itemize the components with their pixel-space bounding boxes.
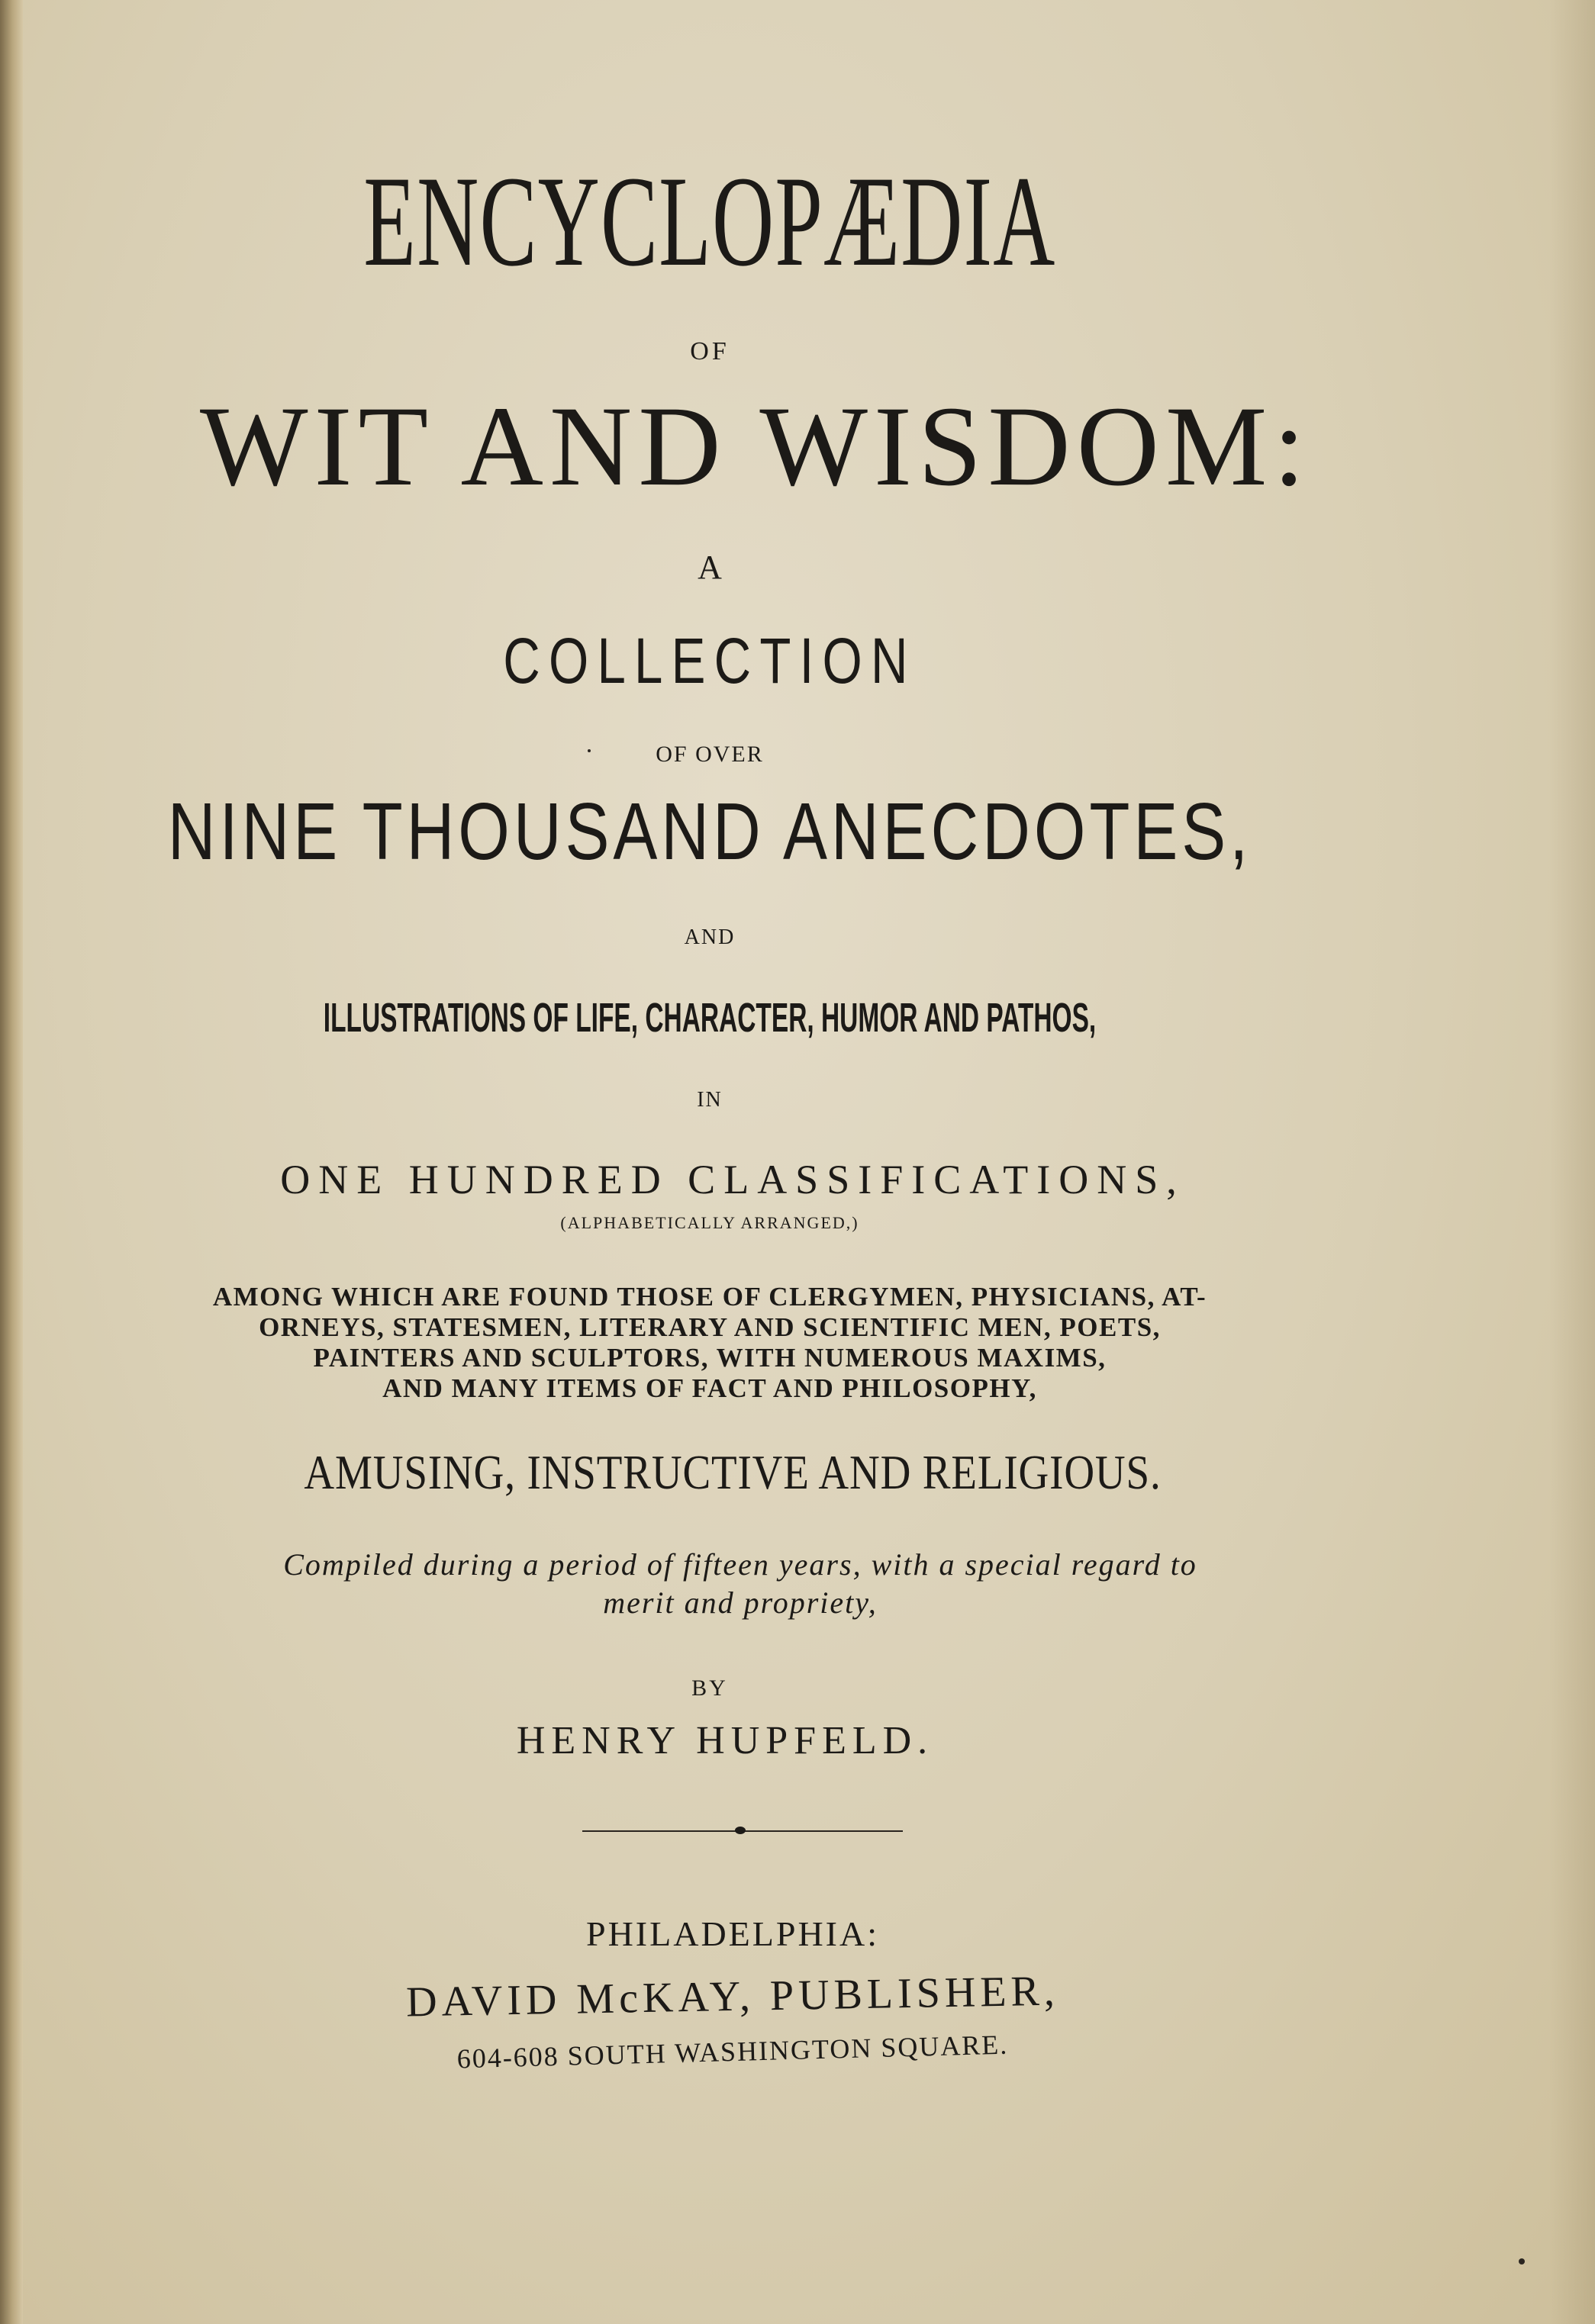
subtitle-and: AND: [684, 925, 736, 949]
imprint-address: 604-608 SOUTH WASHINGTON SQUARE.: [456, 2029, 1009, 2075]
subtitle-alphabetically: (ALPHABETICALLY ARRANGED,): [560, 1213, 859, 1232]
among-line: AMONG WHICH ARE FOUND THOSE OF CLERGYMEN, PHYSICIANS, AT-: [212, 1282, 1207, 1312]
paper-speck: [1519, 2258, 1525, 2264]
subtitle-one-hundred: ONE HUNDRED CLASSIFICATIONS,: [280, 1157, 1185, 1202]
page-edge-shadow: [1549, 0, 1595, 2324]
compiled-paragraph: [53, 1546, 1427, 1622]
subtitle-in: IN: [697, 1088, 723, 1112]
among-line: AND MANY ITEMS OF FACT AND PHILOSOPHY,: [382, 1373, 1037, 1403]
imprint-city: PHILADELPHIA:: [586, 1914, 879, 1953]
among-paragraph: [23, 1282, 1397, 1404]
title-page: [23, 0, 1595, 2324]
by-line: BY: [691, 1675, 728, 1701]
book-binding-edge: [0, 0, 23, 2324]
title-wit-and-wisdom: WIT AND WISDOM:: [199, 383, 1312, 510]
among-line: ORNEYS, STATESMEN, LITERARY AND SCIENTIFIC MEN, POETS,: [259, 1312, 1161, 1342]
compiled-line: Compiled during a period of fifteen years, with a special regard to: [283, 1547, 1197, 1582]
rule-center-ornament: [735, 1827, 746, 1834]
title-of: OF: [690, 337, 730, 365]
amusing-line: AMUSING, INSTRUCTIVE AND RELIGIOUS.: [304, 1445, 1162, 1499]
subtitle-collection: COLLECTION: [503, 625, 917, 697]
paper-speck: [588, 749, 591, 752]
subtitle-nine-thousand: NINE THOUSAND ANECDOTES,: [167, 787, 1252, 877]
compiled-line: merit and propriety,: [603, 1585, 878, 1620]
author-name: HENRY HUPFELD.: [516, 1719, 934, 1762]
among-line: PAINTERS AND SCULPTORS, WITH NUMEROUS MAXIMS,: [313, 1343, 1107, 1373]
subtitle-of-over: OF OVER: [656, 742, 764, 767]
subtitle-a: A: [698, 549, 722, 586]
ornamental-rule: [582, 1830, 903, 1833]
title-encyclopaedia: ENCYCLOPÆDIA: [363, 150, 1056, 293]
subtitle-illustrations: ILLUSTRATIONS OF LIFE, CHARACTER, HUMOR AND PATHOS,: [323, 995, 1097, 1041]
imprint-publisher: DAVID McKAY, PUBLISHER,: [405, 1967, 1060, 2026]
